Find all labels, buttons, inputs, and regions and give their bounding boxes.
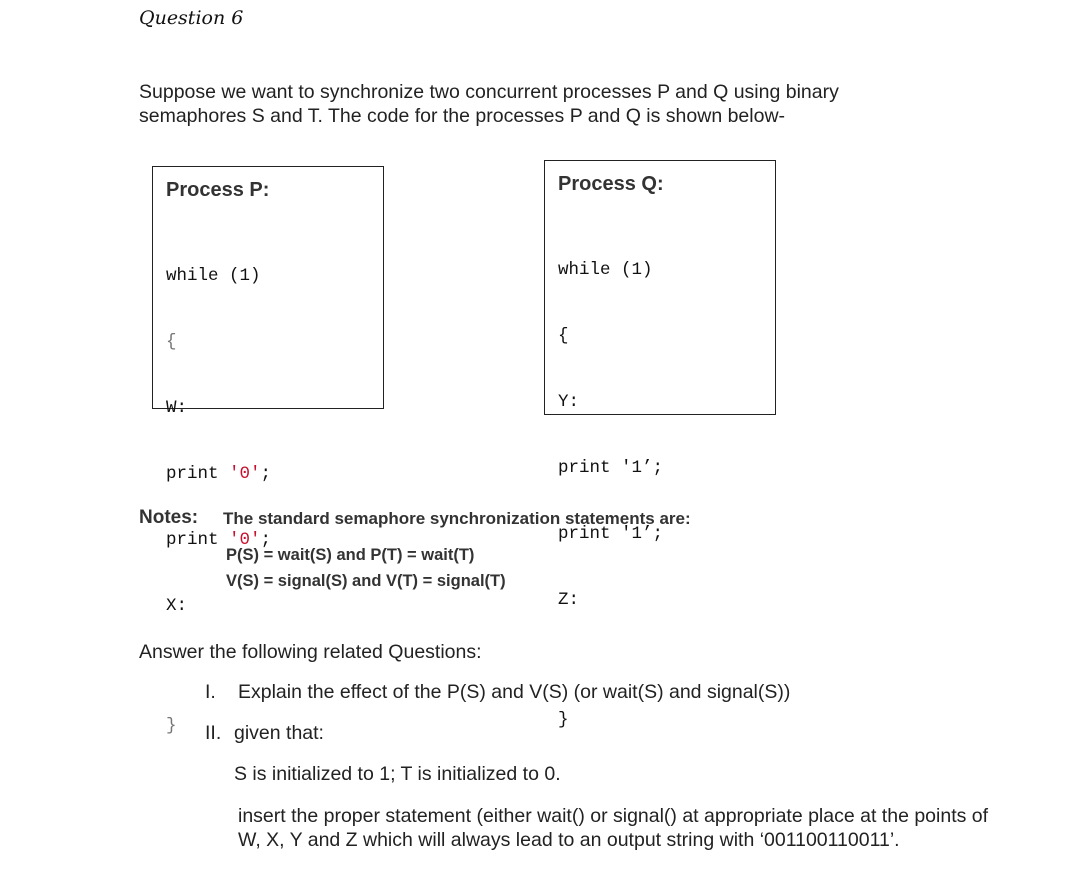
process-q-box — [544, 160, 776, 730]
question-1-number: I. — [205, 681, 216, 703]
process-p-title: Process P: — [166, 179, 270, 201]
answer-intro: Answer the following related Questions: — [139, 641, 482, 663]
question-heading: Question 6 — [139, 7, 244, 29]
code-line: } — [558, 710, 569, 730]
notes-label: Notes: — [139, 507, 199, 528]
code-line: while (1) — [558, 260, 653, 280]
code-string: '0' — [229, 530, 261, 550]
semaphore-signal-definition: V(S) = signal(S) and V(T) = signal(T) — [226, 572, 506, 590]
code-punct: ; — [260, 530, 272, 550]
code-line: } — [166, 716, 177, 736]
code-line: print '1’; — [558, 458, 664, 478]
code-line: { — [558, 326, 569, 346]
question-1-text: Explain the effect of the P(S) and V(S) (or wait(S) and signal(S)) — [238, 681, 791, 703]
code-line: { — [166, 332, 177, 352]
code-punct: ; — [260, 464, 272, 484]
code-string: '0' — [229, 464, 261, 484]
code-line: Z: — [558, 590, 580, 610]
code-spacer — [558, 655, 663, 665]
code-line: W: — [166, 398, 188, 418]
process-q-title: Process Q: — [558, 173, 664, 195]
notes-text: The standard semaphore synchronization statements are: — [223, 509, 691, 528]
question-2-text: given that: — [234, 722, 324, 744]
insert-instruction: insert the proper statement (either wait() or signal() at appropriate place at the points of W, X, Y and Z which will always lead to an output string with ‘001100110011’. — [238, 805, 989, 851]
code-keyword: print — [166, 530, 230, 550]
question-2-number: II. — [205, 722, 222, 744]
code-keyword: print — [166, 464, 230, 484]
intro-paragraph: Suppose we want to synchronize two concurrent processes P and Q using binary semaphores S and T. The code for the processes P and Q is shown below- — [139, 81, 839, 127]
code-line: X: — [166, 596, 188, 616]
semaphore-wait-definition: P(S) = wait(S) and P(T) = wait(T) — [226, 546, 475, 564]
code-line: print '1’; — [558, 524, 664, 544]
code-line: Y: — [558, 392, 580, 412]
code-line: while (1) — [166, 266, 261, 286]
code-line — [166, 463, 271, 485]
initialization-text: S is initialized to 1; T is initialized to 0. — [234, 763, 561, 785]
